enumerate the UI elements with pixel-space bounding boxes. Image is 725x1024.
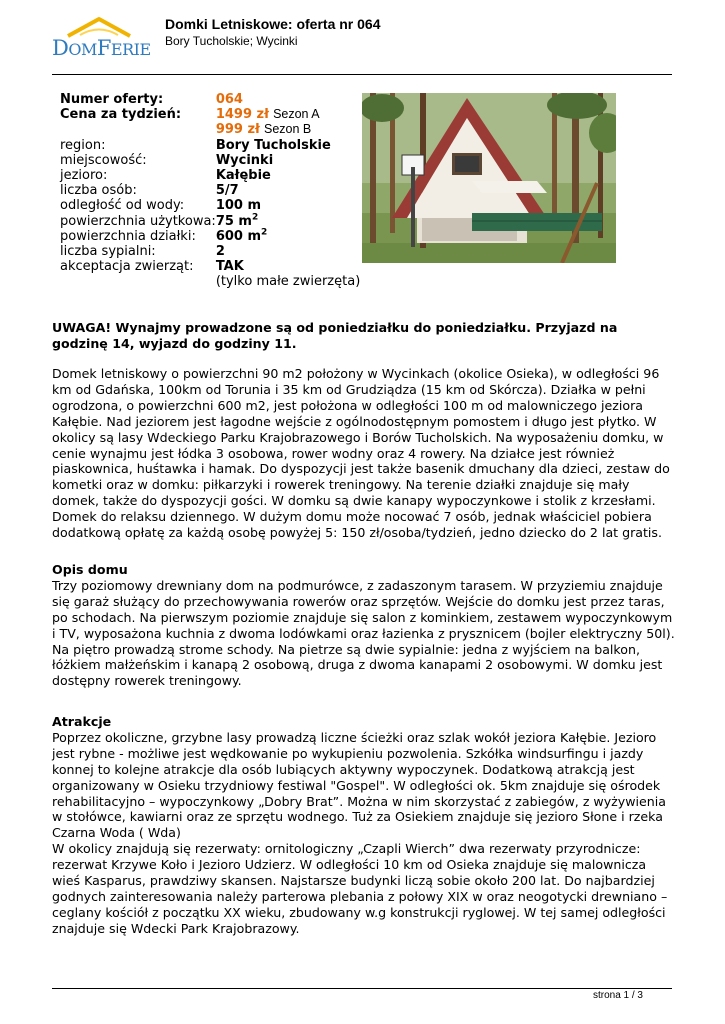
cabin-illustration [362, 93, 616, 263]
detail-unit-sup: 2 [261, 227, 268, 238]
page-header [0, 0, 725, 80]
section-title: Atrakcje [52, 714, 112, 729]
offer-number-label: Numer oferty: [60, 92, 164, 107]
page-number: strona 1 / 3 [592, 990, 643, 1001]
section-title: Opis domu [52, 562, 128, 577]
notice-text: UWAGA! Wynajmy prowadzone są od poniedziałku do poniedziałku. Przyjazd na godzinę 14, wyjazd do godziny 11. [52, 320, 618, 351]
logo-wordmark: DOMFERIE [52, 36, 151, 60]
detail-unit-sup: 2 [251, 212, 259, 223]
attractions-section [52, 714, 677, 937]
detail-row [60, 259, 360, 274]
detail-row [60, 168, 360, 183]
detail-row [60, 244, 360, 259]
detail-label: powierzchnia użytkowa: [60, 213, 216, 229]
price-b-row [60, 122, 360, 137]
offer-facts [60, 92, 360, 290]
detail-row [60, 138, 360, 153]
detail-row [60, 229, 360, 244]
house-description-section [52, 562, 677, 689]
detail-label: jezioro: [60, 168, 108, 184]
detail-label: liczba osób: [60, 183, 137, 199]
roof-logo-icon [66, 16, 132, 38]
price-a-value: 1499 zł [215, 107, 269, 123]
detail-value: 5/7 [215, 183, 239, 199]
section-text: Trzy poziomowy drewniany dom na podmurówce, z zadaszonym tarasem. W przyziemiu znajduje się garaż służący do przechowywania rowerów oraz sprzętów. Wejście do domku jest przez taras, po schodach. Na pierwszym poziomie znajduje się salon z kominkiem, zestawem wypoczynkowym i TV, wyposażona kuchnia z dwoma lodówkami oraz łazienka z prysznicem (bojler elektryczny 50l). Na piętro prowadzą strome schody. Na pietrze są dwie sypialnie: jedna z wyjściem na balkon, łóżkiem małżeńskim i kanapą 2 osobową, druga z dwoma kanapami 2 osobowymi. W domku jest dostępny rowerek treningowy. [52, 577, 675, 689]
detail-row [60, 198, 360, 213]
offer-number-row [60, 92, 360, 107]
detail-row [60, 214, 360, 229]
price-a-season: Sezon A [273, 107, 320, 122]
detail-label: powierzchnia działki: [60, 228, 196, 244]
cabin-photo [362, 93, 616, 263]
detail-value: 100 m [215, 198, 262, 214]
detail-row [60, 153, 360, 168]
detail-value: 75 m [215, 213, 252, 229]
detail-label: miejscowość: [60, 152, 147, 168]
header-divider [52, 74, 672, 75]
detail-row [60, 183, 360, 198]
section-text: W okolicy znajdują się rezerwaty: ornitologiczny „Czapli Wierch” dwa rezerwaty przyrodnicze: rezerwat Krzywe Koło i Jezioro Udzierz. W odległości 10 km od Osieka znajduje się malownicza wieś Kasparus, prawdziwy skansen. Najstarsze budynki liczą sobie około 200 lat. Do najbardziej godnych zainteresowania należy parterowa plebania z połowy XIX w oraz neogotycki drewniano – ceglany kościół z początku XX wieku, zbudowany w.g konstrukcji ryglowej. W tej samej odległości znajduje się Wdecki Park Krajobrazowy. [52, 841, 668, 936]
detail-label: region: [60, 137, 106, 153]
detail-value: Wycinki [215, 152, 274, 168]
detail-value: Kałębie [215, 168, 271, 184]
detail-label: liczba sypialni: [60, 244, 156, 260]
detail-value: Bory Tucholskie [215, 137, 331, 153]
section-text: Poprzez okoliczne, grzybne lasy prowadzą liczne ścieżki oraz szlak wokół jeziora Kałębie. Jezioro jest rybne - możliwe jest wędkowanie po wykupieniu pozwolenia. Szkółka windsurfingu i jazdy konnej to kolejne atrakcje dla osób lubiących aktywny wypoczynek. Dodatkową atrakcją jest organizowany w Osieku trzydniowy festiwal "Gospel". W odległości ok. 5km znajduje się ośrodek rehabilitacyjno – wypoczynkowy „Dobry Brat”. Można w nim skorzystać z zabiegów, z wyżywienia w stołówce, kawiarni oraz ze sprzętu wodnego. Tuż za Osiekiem znajduje się jezioro Słone i rzeka Czarna Woda ( Wda) [52, 729, 666, 841]
animals-note: (tylko małe zwierzęta) [215, 274, 361, 290]
offer-number-value: 064 [215, 92, 243, 107]
domferie-logo [52, 16, 151, 66]
price-label: Cena za tydzień: [60, 107, 182, 123]
detail-value: TAK [215, 259, 244, 275]
price-b-value: 999 zł [215, 122, 260, 138]
price-b-season: Sezon B [264, 122, 312, 137]
detail-value: 2 [215, 244, 225, 260]
description-text: Domek letniskowy o powierzchni 90 m2 położony w Wycinkach (okolice Osieka), w odległości 96 km od Gdańska, 100km od Torunia i 35 km od Grudziądza (15 km od Skórcza). Działka w pełni ogrodzona, o powierzchni 600 m2, jest położona w odległości 100 m od malowniczego jeziora Kałębie. Nad jeziorem jest łagodne wejście z ogólnodostępnym pomostem i długo jest płytko. W okolicy są lasy Wdeckiego Parku Krajobrazowego i Borów Tucholskich. Na wyposażeniu domku, w cenie wynajmu jest łódka 3 osobowa, rower wodny oraz 4 rowery. Na działce jest również piaskownica, huśtawka i hamak. Do dyspozycji jest także basenik dmuchany dla dzieci, zestaw do kometki oraz w domku: piłkarzyki i rowerek treningowy. Na terenie działki znajduje się mały domek, także do dyspozycji gości. W domku są dwie kanapy wypoczynkowe i stolik z krzesłami. Domek do relaksu dziennego. W dużym domu może nocować 7 osób, jednak właściciel pobiera dodatkową opłatę za każdą osobę powyżej 5: 150 zł/osoba/tydzień, jedno dziecko do 2 lat gratis. [52, 366, 670, 541]
detail-value: 600 m [215, 228, 262, 244]
page-title: Domki Letniskowe: oferta nr 064 [165, 16, 381, 32]
page-subtitle: Bory Tucholskie; Wycinki [165, 34, 298, 48]
animals-note-row [60, 274, 360, 289]
footer-divider [52, 988, 672, 989]
detail-label: odległość od wody: [60, 198, 185, 214]
detail-label: akceptacja zwierząt: [60, 259, 194, 275]
price-a-row [60, 107, 360, 122]
